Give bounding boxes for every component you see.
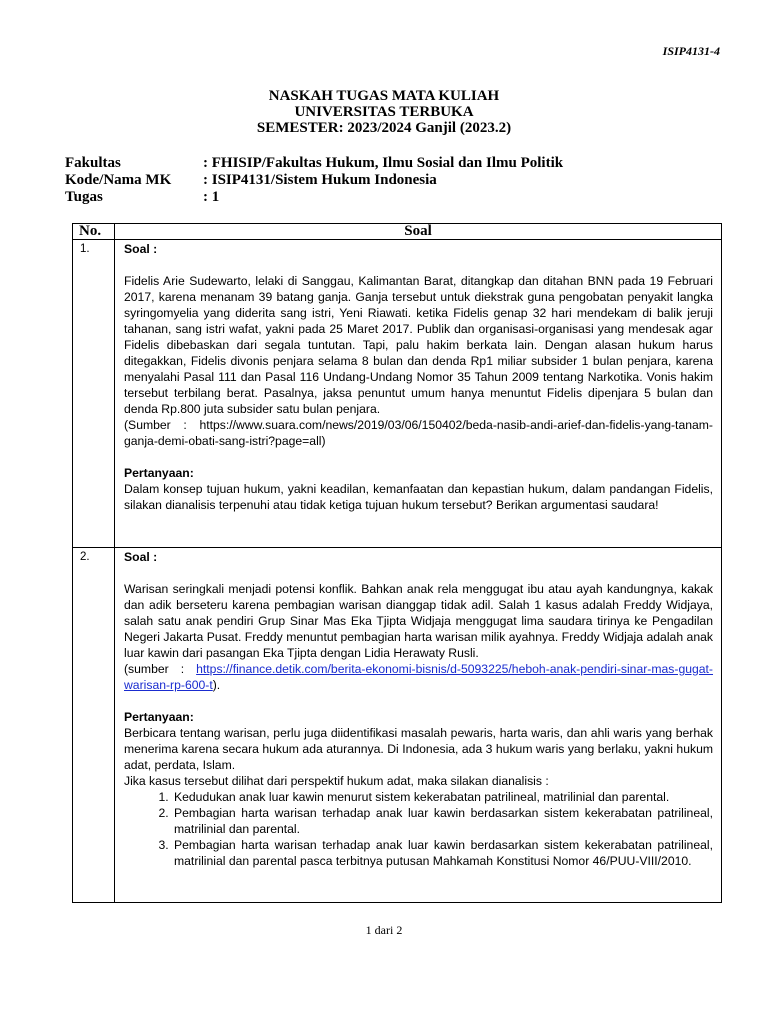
meta-label: Tugas (65, 189, 103, 205)
analysis-list (124, 789, 713, 869)
header-semester: SEMESTER: 2023/2024 Ganjil (2023.2) (256, 120, 512, 136)
column-header-soal: Soal (115, 224, 722, 240)
instruction-text: Jika kasus tersebut dilihat dari perspektif hukum adat, maka silakan dianalisis : (124, 774, 549, 788)
soal-label: Soal : (124, 242, 158, 256)
meta-value: : ISIP4131/Sistem Hukum Indonesia (203, 172, 437, 188)
source-link[interactable]: https://finance.detik.com/berita-ekonomi-bisnis/d-5093225/heboh-anak-pendiri-sinar-mas-gugat-warisan-rp-600-t (124, 662, 713, 692)
question-number: 1. (73, 240, 115, 548)
question-text: Berbicara tentang warisan, perlu juga diidentifikasi masalah pewaris, harta waris, dan ahli waris yang berhak menerima karena secara hukum ada aturannya. Di Indonesia, ada 3 hukum waris yang berlaku, yakni hukum adat, perdata, Islam. (124, 726, 713, 772)
source-prefix: (sumber : (124, 662, 197, 676)
course-meta (65, 155, 563, 206)
meta-row-faculty (65, 155, 563, 172)
meta-label: Kode/Nama MK (65, 172, 172, 188)
question-label: Pertanyaan: (124, 710, 194, 724)
question-number: 2. (73, 548, 115, 903)
source-suffix: ). (212, 678, 221, 692)
column-header-no: No. (73, 224, 115, 240)
header-university: UNIVERSITAS TERBUKA (294, 104, 474, 120)
meta-label: Fakultas (65, 155, 121, 171)
case-text: Warisan seringkali menjadi potensi konflik. Bahkan anak rela menggugat ibu atau ayah kandungnya, kakak dan adik berseteru karena pembagian warisan dianggap tidak adil. Salah 1 kasus adalah Freddy Widjaya, salah satu anak pendiri Grup Sinar Mas Eka Tjipta Widjaja menggugat lima saudara tirinya ke Pengadilan Negeri Jakarta Pusat. Freddy menuntut pembagian harta warisan milik ayahnya. Freddy Widjaja adalah anak luar kawin dari pasangan Eka Tjipta dengan Lidia Herawaty Rusli. (124, 582, 713, 660)
meta-value: : 1 (203, 189, 220, 205)
meta-row-course (65, 172, 563, 189)
meta-row-task (65, 189, 563, 206)
table-header-row (73, 224, 722, 240)
source-text (124, 661, 713, 693)
document-code: ISIP4131-4 (662, 44, 720, 58)
soal-label: Soal : (124, 550, 158, 564)
list-item: 1. Kedudukan anak luar kawin menurut sistem kekerabatan patrilineal, matrilinial dan parental. (172, 789, 713, 805)
source-text: (Sumber : https://www.suara.com/news/2019/03/06/150402/beda-nasib-andi-arief-dan-fidelis-yang-tanam-ganja-demi-obati-sang-istri?page=all) (124, 418, 713, 448)
header-title: NASKAH TUGAS MATA KULIAH (268, 88, 500, 104)
question-text: Dalam konsep tujuan hukum, yakni keadilan, kemanfaatan dan kepastian hukum, dalam pandangan Fidelis, silakan dianalisis terpenuhi atau tidak ketiga tujuan hukum tersebut? Berikan argumentasi saudara! (124, 482, 713, 512)
list-item: 2. Pembagian harta warisan terhadap anak luar kawin berdasarkan sistem kekerabatan patrilineal, matrilinial dan parental. (172, 805, 713, 837)
table-row (73, 240, 722, 548)
table-row (73, 548, 722, 903)
list-item: 3. Pembagian harta warisan terhadap anak luar kawin berdasarkan sistem kekerabatan patrilineal, matrilinial dan parental pasca terbitnya putusan Mahkamah Konstitusi Nomor 46/PUU-VIII/2010. (172, 837, 713, 869)
case-text: Fidelis Arie Sudewarto, lelaki di Sanggau, Kalimantan Barat, ditangkap dan ditahan BNN pada 19 Februari 2017, karena menanam 39 batang ganja. Ganja tersebut untuk diekstrak guna pengobatan penyakit langka syringomyelia yang diderita sang istri, Yeni Riawati. ketika Fidelis genap 32 hari mendekam di balik jeruji tahanan, sang istri wafat, yakni pada 25 Maret 2017. Publik dan organisasi-organisasi yang mendesak agar Fidelis dibebaskan dari segala tuntutan. Tapi, palu hakim berkata lain. Dengan alasan hukum harus ditegakkan, Fidelis divonis penjara selama 8 bulan dan denda Rp1 miliar subsider 1 bulan penjara, karena menyalahi Pasal 111 dan Pasal 116 Undang-Undang Nomor 35 Tahun 2009 tentang Narkotika. Vonis hakim tersebut terbilang berat. Pasalnya, jaksa penuntut umum hanya menuntut Fidelis dipenjara 5 bulan dan denda Rp.800 juta subsider satu bulan penjara. (124, 274, 713, 416)
document-header (0, 88, 768, 136)
question-content (115, 548, 722, 903)
page-number: 1 dari 2 (365, 923, 403, 937)
questions-table (72, 223, 722, 903)
question-content (115, 240, 722, 548)
question-label: Pertanyaan: (124, 466, 194, 480)
meta-value: : FHISIP/Fakultas Hukum, Ilmu Sosial dan Ilmu Politik (203, 155, 564, 171)
